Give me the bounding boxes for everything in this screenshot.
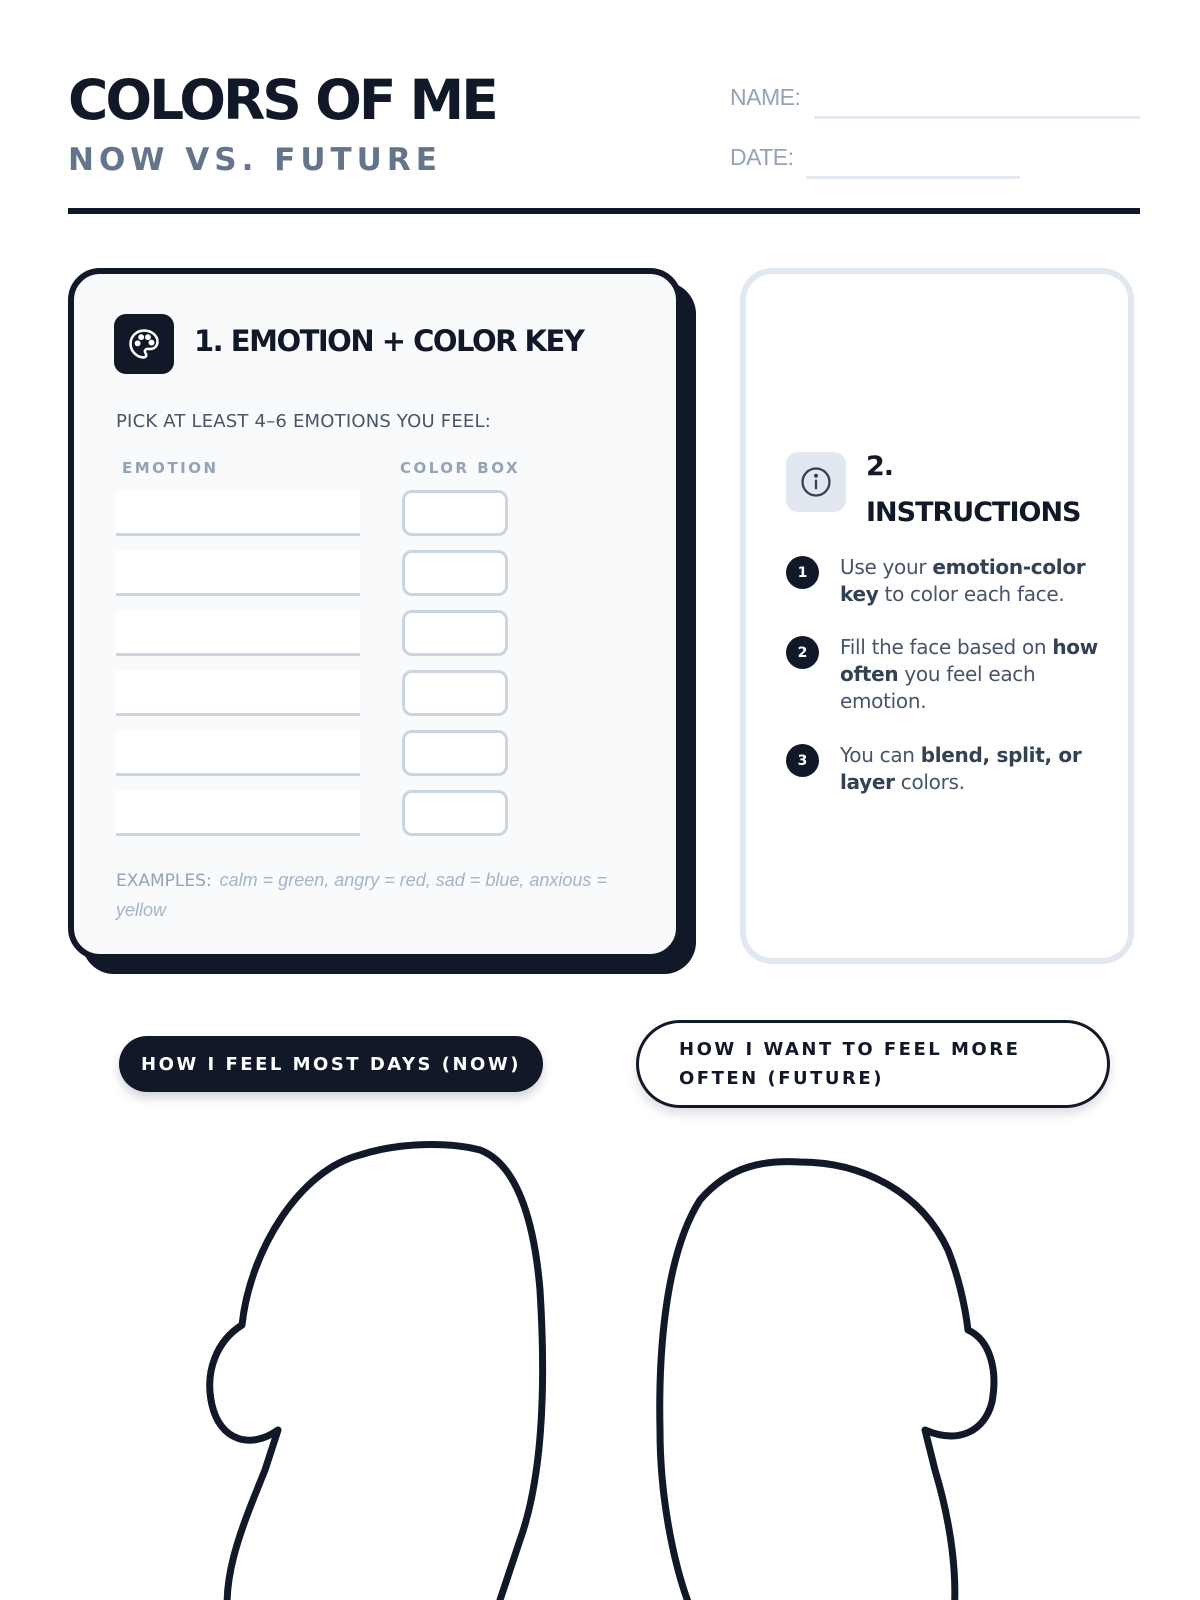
name-field[interactable] xyxy=(814,116,1140,119)
emotion-input[interactable] xyxy=(116,670,360,716)
examples-note xyxy=(116,866,636,925)
step-text: Fill the face based on how often you feel each emotion. xyxy=(840,635,1098,713)
examples-label: EXAMPLES: xyxy=(116,871,212,891)
instructions-card xyxy=(740,268,1134,964)
emotion-column-header: EMOTION xyxy=(122,459,219,477)
instruction-step xyxy=(786,742,1106,802)
emotion-input[interactable] xyxy=(116,730,360,776)
step-text: Use your emotion-color key to color each face. xyxy=(840,555,1086,606)
step-number: 2 xyxy=(786,636,819,669)
emotion-input[interactable] xyxy=(116,490,360,536)
color-box[interactable] xyxy=(402,610,508,656)
color-box[interactable] xyxy=(402,790,508,836)
examples-text: calm = green, angry = red, sad = blue, anxious = yellow xyxy=(116,870,607,920)
name-label: NAME: xyxy=(730,84,801,110)
emotion-color-key-card xyxy=(68,268,682,960)
instruction-step xyxy=(786,634,1106,718)
info-icon xyxy=(786,452,846,512)
palette-icon xyxy=(114,314,174,374)
color-box[interactable] xyxy=(402,670,508,716)
instructions-heading-text: INSTRUCTIONS xyxy=(866,497,1081,528)
step-number: 1 xyxy=(786,556,819,589)
now-label-pill: HOW I FEEL MOST DAYS (NOW) xyxy=(119,1036,543,1092)
emotion-prompt: PICK AT LEAST 4–6 EMOTIONS YOU FEEL: xyxy=(116,411,491,432)
now-face-outline[interactable] xyxy=(210,1145,543,1600)
emotion-key-heading: 1. EMOTION + COLOR KEY xyxy=(194,324,584,358)
header-divider xyxy=(68,208,1140,214)
step-text: You can blend, split, or layer colors. xyxy=(840,743,1082,794)
instruction-step xyxy=(786,554,1106,614)
future-face-outline[interactable] xyxy=(660,1162,994,1600)
emotion-input[interactable] xyxy=(116,610,360,656)
date-label: DATE: xyxy=(730,144,794,170)
color-box-column-header: COLOR BOX xyxy=(400,459,521,477)
face-outlines xyxy=(0,1140,1200,1600)
color-box[interactable] xyxy=(402,490,508,536)
date-field[interactable] xyxy=(806,176,1020,179)
emotion-input[interactable] xyxy=(116,550,360,596)
instructions-heading-number: 2. xyxy=(866,451,894,482)
future-label-pill: HOW I WANT TO FEEL MORE OFTEN (FUTURE) xyxy=(636,1020,1110,1108)
color-box[interactable] xyxy=(402,730,508,776)
worksheet-header xyxy=(68,68,1140,218)
step-number: 3 xyxy=(786,744,819,777)
emotion-input[interactable] xyxy=(116,790,360,836)
page-subtitle: NOW VS. FUTURE xyxy=(68,142,442,178)
color-box[interactable] xyxy=(402,550,508,596)
instructions-heading xyxy=(866,444,1081,536)
page-title: COLORS OF ME xyxy=(68,68,496,132)
